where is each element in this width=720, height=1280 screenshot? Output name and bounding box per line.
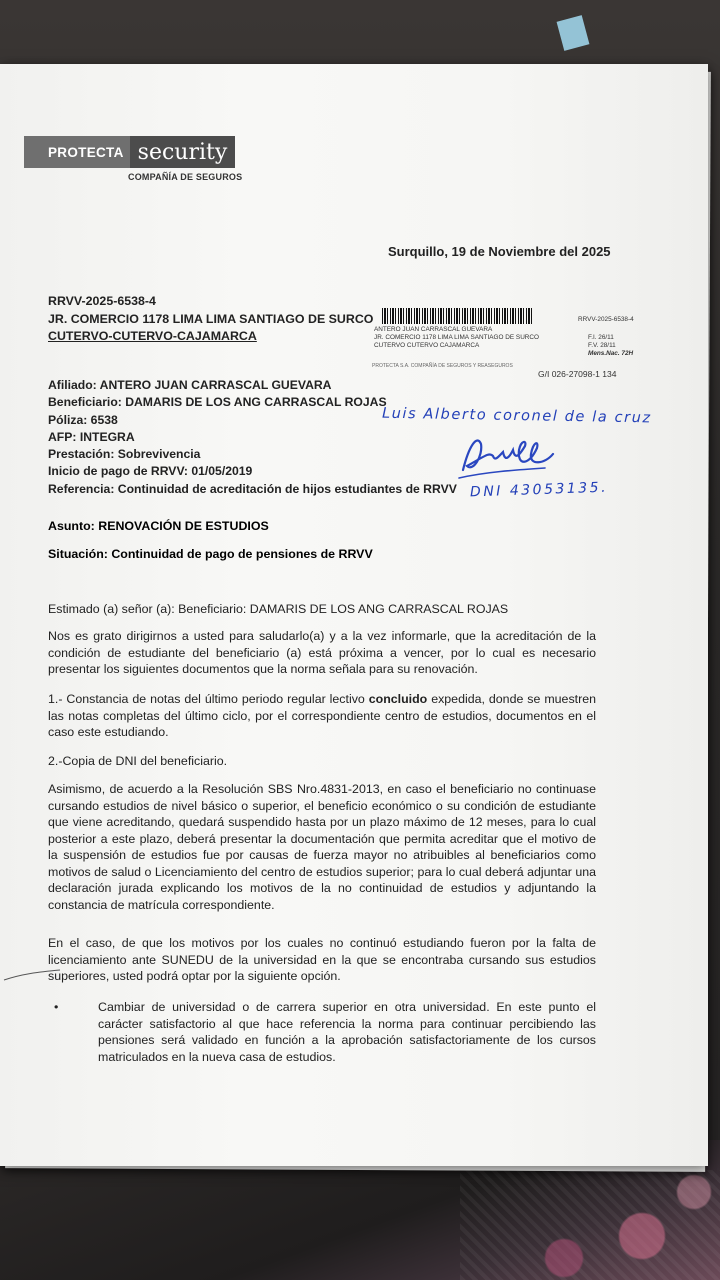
address-line-1: JR. COMERCIO 1178 LIMA LIMA SANTIAGO DE SURCO [48, 311, 374, 326]
paragraph-intro: Nos es grato dirigirnos a usted para saludarlo(a) y a la vez informarle, que la acreditación de la condición de estudiante del beneficiario (a) está próxima a vencer, por lo cual es necesario presentar los siguientes documentos que la norma señala para su renovación. [48, 629, 596, 676]
requirement-1-end: expedida, donde se muestren las notas completas del último ciclo, por el correspondiente centro de estudios, documentos en el caso este estudiando. [48, 692, 596, 739]
label-fi: F.I. 26/11 [588, 334, 614, 341]
handwritten-dni: DNI 43053135. [469, 479, 609, 501]
label-addr-2: CUTERVO CUTERVO CAJAMARCA [374, 342, 480, 349]
handwritten-name: Luis Alberto coronel de la cruz [381, 405, 652, 427]
signature [455, 426, 565, 486]
requirement-2: 2.-Copia de DNI del beneficiario. [48, 754, 228, 768]
label-footer: PROTECTA S.A. COMPAÑÍA DE SEGUROS Y REASEGUROS [372, 363, 513, 369]
referencia-line: Referencia: Continuidad de acreditación de hijos estudiantes de RRVV [48, 481, 457, 496]
prestacion-line: Prestación: Sobrevivencia [48, 447, 201, 462]
requirement-1-bold: concluido [368, 692, 428, 706]
beneficiario-line: Beneficiario: DAMARIS DE LOS ANG CARRASCAL ROJAS [48, 395, 387, 410]
inicio-line: Inicio de pago de RRVV: 01/05/2019 [48, 464, 253, 479]
letter-page [0, 64, 708, 1166]
paragraph-resolution: Asimismo, de acuerdo a la Resolución SBS Nro.4831-2013, en caso el beneficiario no continuase cursando estudios de nivel básico o superior, el beneficio económico o su condición de estudiante que viene acreditando, quedará suspendido hasta por un plazo máximo de 12 meses, para lo cual posterior a este plazo, deberá presentar la documentación que permita acreditar que el motivo de la suspensión de estudios fue por causas de fuerza mayor no atribuibles al beneficiarios como motivos de salud o Licenciamiento del centro de estudios superior; para lo cual deberá adjuntar una declaración jurada explicando los motivos de la no continuidad de estudios y adjuntando la constancia de matrícula correspondiente. [48, 782, 596, 912]
poliza-line: Póliza: 6538 [48, 412, 118, 427]
recipient-address [48, 293, 373, 346]
label-mensajeria: Mens.Nac. 72H [588, 350, 634, 357]
barcode [382, 308, 532, 324]
label-code: RRVV-2025-6538-4 [578, 316, 634, 323]
paragraph-sunedu: En el caso, de que los motivos por los cuales no continuó estudiando fueron por la falta de licenciamiento ante SUNEDU de la universidad en la que se encontraba cursando sus estudios superiores, usted podrá optar por la siguiente opción. [48, 936, 596, 983]
label-addr-1: JR. COMERCIO 1178 LIMA LIMA SANTIAGO DE SURCO [374, 334, 540, 341]
situacion-line: Situación: Continuidad de pago de pensiones de RRVV [48, 547, 373, 561]
logo-protecta-text: PROTECTA [24, 136, 130, 168]
logo-security-text: security [130, 136, 236, 168]
afiliado-line: Afiliado: ANTERO JUAN CARRASCAL GUEVARA [48, 378, 332, 392]
tape-piece [557, 15, 590, 51]
policy-details [48, 377, 457, 498]
letter-date: Surquillo, 19 de Noviembre del 2025 [388, 244, 611, 259]
patterned-cloth [460, 1170, 720, 1280]
option-bullet-text: Cambiar de universidad o de carrera superior en otra universidad. En este punto el carácter satisfactorio al que hace referencia la norma para continuar percibiendo las pensiones será validado en función a la aprobación satisfactoriamente de los cursos matriculados en la nueva casa de estudios. [98, 1000, 596, 1064]
salutation: Estimado (a) señor (a): Beneficiario: DAMARIS DE LOS ANG CARRASCAL ROJAS [48, 602, 509, 616]
afp-line: AFP: INTEGRA [48, 429, 135, 444]
pen-mark [2, 966, 62, 986]
company-logo [24, 136, 235, 168]
label-guia: G/I 026-27098-1 134 [538, 369, 617, 379]
reference-code: RRVV-2025-6538-4 [48, 294, 156, 308]
logo-tagline: COMPAÑÍA DE SEGUROS [128, 172, 243, 182]
asunto-line: Asunto: RENOVACIÓN DE ESTUDIOS [48, 519, 269, 533]
requirement-1-start: 1.- Constancia de notas del último periodo regular lectivo [48, 692, 369, 706]
label-name: ANTERO JUAN CARRASCAL GUEVARA [374, 326, 493, 333]
requirement-1 [48, 691, 596, 741]
address-line-2: CUTERVO-CUTERVO-CAJAMARCA [48, 329, 257, 343]
label-fv: F.V. 28/11 [588, 342, 616, 349]
option-bullet [54, 999, 596, 1065]
bullet-dot: • [54, 1000, 59, 1014]
